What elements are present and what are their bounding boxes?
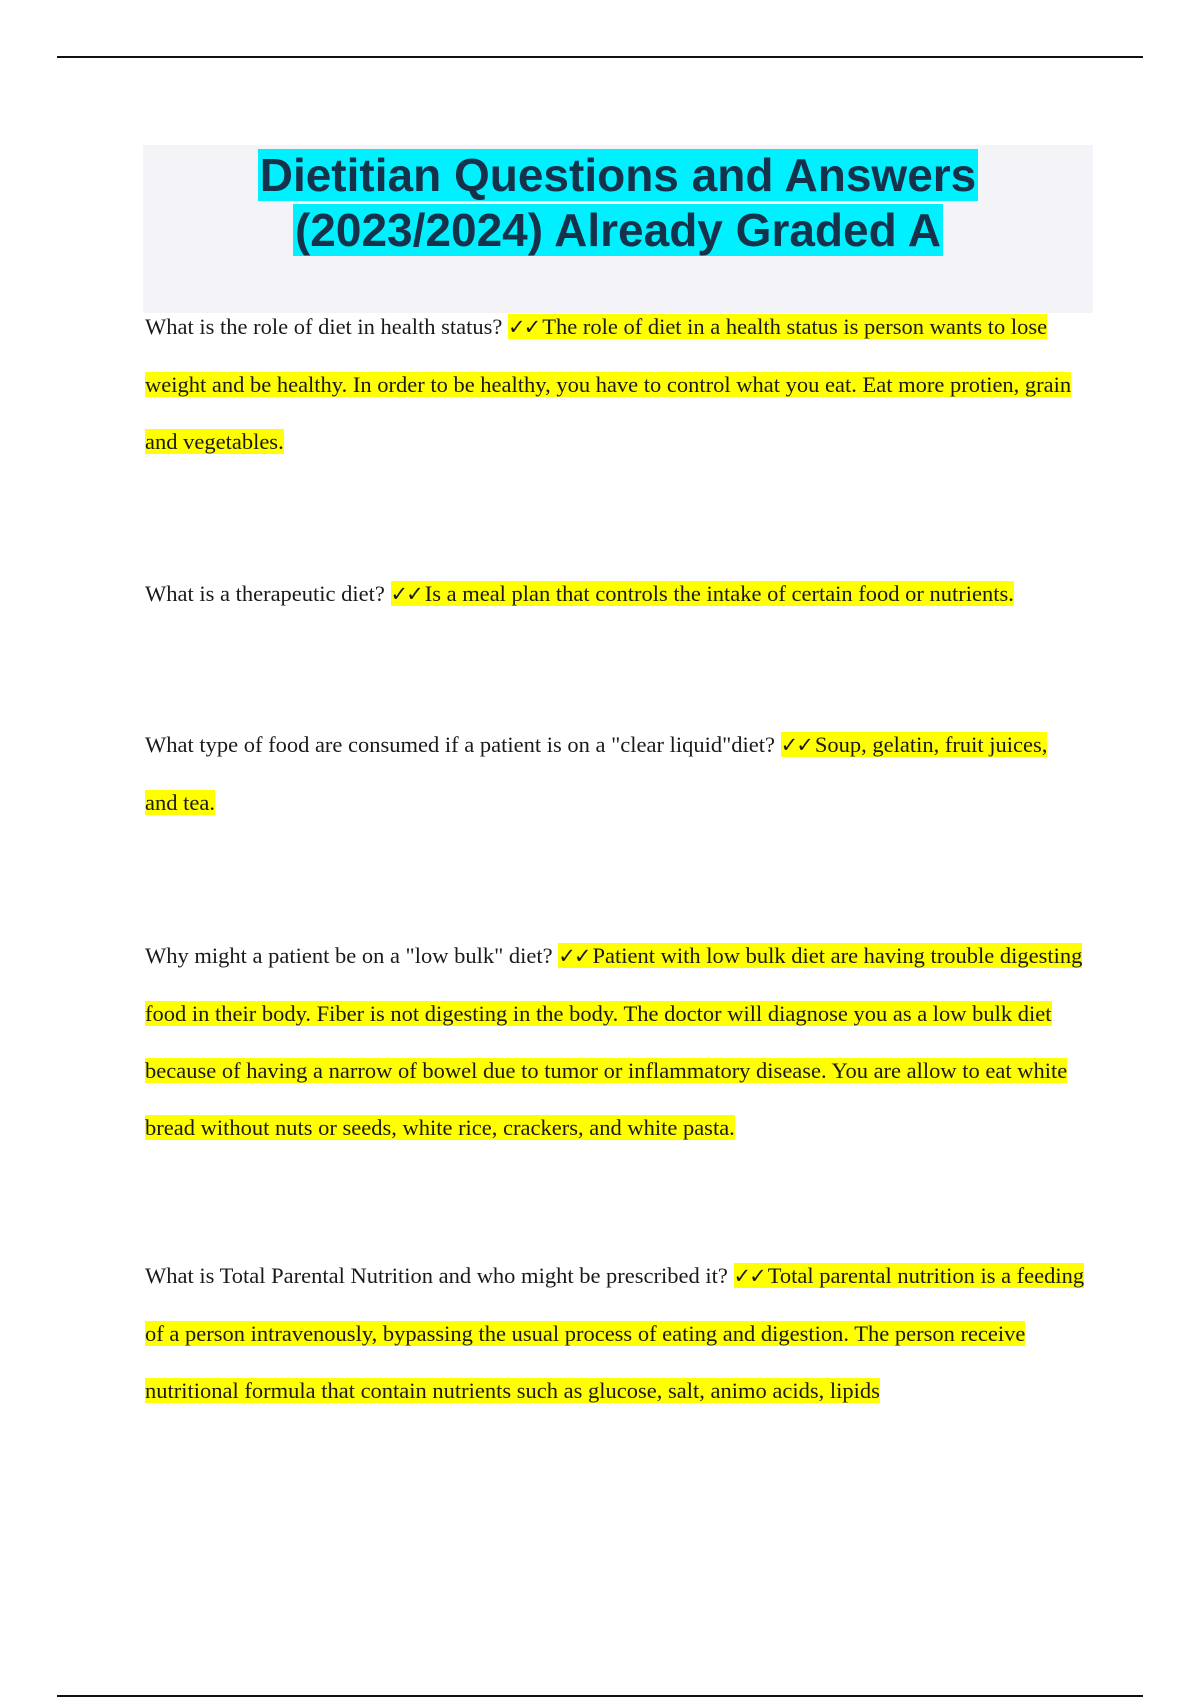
question-text: Why might a patient be on a "low bulk" diet?: [145, 943, 553, 968]
answer-text: Is a meal plan that controls the intake of certain food or nutrients.: [424, 581, 1014, 606]
title-banner: [143, 145, 1093, 313]
bottom-rule: [57, 1695, 1143, 1697]
title-line-1: Dietitian Questions and Answers: [259, 149, 977, 201]
double-check-icon: ✓✓: [390, 582, 422, 606]
qa-item-1: [145, 298, 1085, 470]
qa-item-5: [145, 1247, 1085, 1419]
double-check-icon: ✓✓: [780, 733, 812, 757]
answer-text: Total parental nutrition is a feeding of a person intravenously, bypassing the usual process of eating and digestion. The person receive nutritional formula that contain nutrients such as glucose, salt, animo acids, lipids: [145, 1263, 1085, 1403]
answer-highlight: [145, 943, 1082, 1140]
question-text: What is the role of diet in health status?: [145, 314, 503, 339]
qa-item-3: [145, 716, 1085, 831]
double-check-icon: ✓✓: [558, 944, 590, 968]
qa-item-2: [145, 565, 1085, 623]
answer-text: Soup, gelatin, fruit juices, and tea.: [145, 732, 1048, 815]
answer-text: Patient with low bulk diet are having trouble digesting food in their body. Fiber is not digesting in the body. The doctor will diagnose you as a low bulk diet because of having a narrow of bowel due to tumor or inflammatory disease. You are allow to eat white bread without nuts or seeds, white rice, crackers, and white pasta.: [145, 943, 1083, 1140]
document-title: [143, 145, 1093, 258]
top-rule: [57, 56, 1143, 58]
question-text: What is Total Parental Nutrition and who might be prescribed it?: [145, 1263, 728, 1288]
qa-item-4: [145, 927, 1085, 1156]
title-line-2: (2023/2024) Already Graded A: [294, 204, 942, 256]
question-text: What type of food are consumed if a patient is on a "clear liquid"diet?: [145, 732, 776, 757]
double-check-icon: ✓✓: [733, 1264, 765, 1288]
answer-highlight: [391, 581, 1014, 606]
question-text: What is a therapeutic diet?: [145, 581, 385, 606]
answer-text: The role of diet in a health status is person wants to lose weight and be healthy. In order to be healthy, you have to control what you eat. Eat more protien, grain and vegetables.: [145, 314, 1072, 454]
double-check-icon: ✓✓: [508, 315, 540, 339]
